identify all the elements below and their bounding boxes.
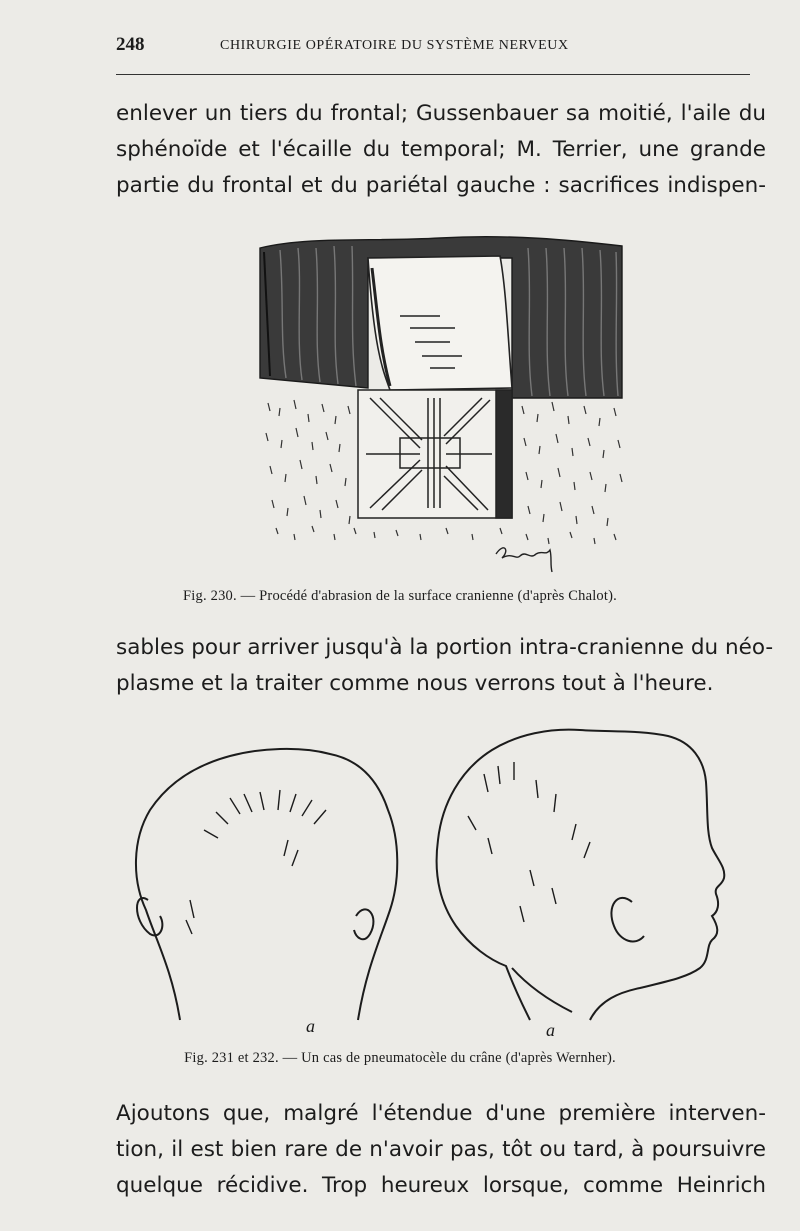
figure-label-a-right: a [546,1020,555,1040]
text-line: plasme et la traiter comme nous verrons tout à l'heure. [116,671,714,696]
text-line: sphénoïde et l'écaille du temporal; M. Terrier, une grande [116,137,766,162]
head-side-view [437,730,725,1020]
paragraph-2 [116,630,774,702]
head-back-view [136,749,397,1020]
text-line: tion, il est bien rare de n'avoir pas, tôt ou tard, à poursuivre [116,1137,766,1162]
figure-230-caption: Fig. 230. — Procédé d'abrasion de la surface cranienne (d'après Chalot). [183,588,617,604]
figure-230-illustration [250,228,630,573]
page-number: 248 [116,34,145,55]
figure-label-a-left: a [306,1016,315,1036]
text-line: Ajoutons que, malgré l'étendue d'une première interven- [116,1101,766,1126]
text-line: sables pour arriver jusqu'à la portion intra-cranienne du néo- [116,635,774,660]
text-line: partie du frontal et du pariétal gauche : sacrifices indispen- [116,173,766,198]
text-line: enlever un tiers du frontal; Gussenbauer sa moitié, l'aile du [116,101,766,126]
artist-signature [496,548,552,572]
figures-231-232-illustration [120,720,760,1040]
running-title: CHIRURGIE OPÉRATOIRE DU SYSTÈME NERVEUX [220,38,569,53]
header-rule [116,74,750,75]
exposed-bone-area [358,390,512,518]
paragraph-1 [116,96,766,204]
scalp-flap [368,256,512,390]
text-line: quelque récidive. Trop heureux lorsque, comme Heinrich [116,1173,766,1198]
figure-231-232-caption: Fig. 231 et 232. — Un cas de pneumatocèle du crâne (d'après Wernher). [184,1050,616,1066]
paragraph-3 [116,1096,766,1204]
